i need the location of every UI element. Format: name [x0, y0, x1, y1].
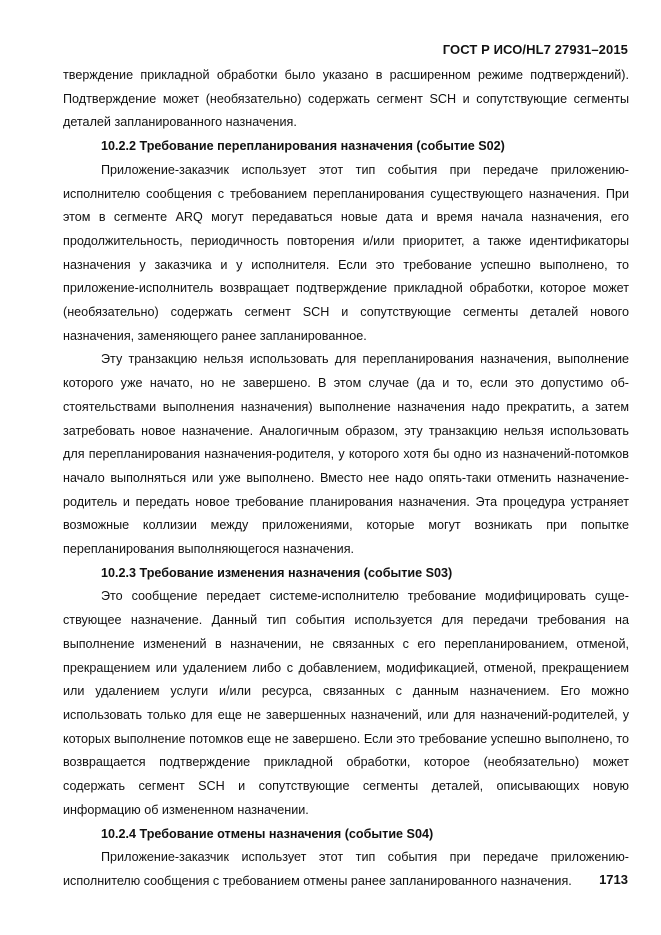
- paragraph-continuation: тверждение прикладной обработки было указано в расширенном режиме подтверждений). Подтверждение может (необязательно) содержать сегмент SCH и сопутствующие сегменты деталей запланированного назначения.: [63, 68, 629, 130]
- paragraph: Это сообщение передает системе-исполнителю требование модифицировать существующее назначение. Данный тип события используется для передачи требования на выполнение изменений в назначении, не связанных с его перепланированием, отменой, прекращением или удалением либо с добавлением, модификацией, отменой, прекращением или удалением услуги и/или ресурса, связанных с данным назначением. Его можно использовать только для еще не завершенных назначений, или для назначений-родителей, у которых выполнение потомков еще не завершено. Если это требование успешно выполнено, то возвращается подтверждение прикладной обработки, которое (необязательно) может содержать сегмент SCH и сопутствующие сегменты деталей, описывающих новую информацию об измененном назначении.: [63, 589, 629, 817]
- paragraph: Приложение-заказчик использует этот тип события при передаче приложению-исполнителю сообщения с требованием перепланирования существующего назначения. При этом в сегменте ARQ могут передаваться новые дата и время начала назначения, его продолжительность, периодичность повторения и/или приоритет, а также идентификаторы назначения у заказчика и у исполнителя. Если это требование успешно выполнено, то приложение-исполнитель возвращает подтверждение прикладной обработки, которое может (необязательно) содержать сегмент SCH и сопутствующие сегменты деталей нового назначения, заменяющего ранее запланированное.: [63, 162, 629, 343]
- paragraph: Эту транзакцию нельзя использовать для перепланирования назначения, выполнение которого уже начато, но не завершено. В этом случае (да и то, если это допустимо обстоятельствами выполнения назначения) выполнение назначения надо прекратить, а затем затребовать новое назначение. Аналогичным образом, эту транзакцию нельзя использовать для перепланирования назначения-родителя, у которого хотя бы одно из назначений-потомков начало выполняться или уже выполнено. Вместо нее надо опять-таки отменить назначение-родитель и передать новое требование планирования назначения. Эта процедура устраняет возможные коллизии между приложениями, которые могут возникать при попытке перепланирования выполняющегося назначения.: [63, 352, 629, 557]
- document-body: [63, 64, 629, 894]
- section-heading-10-2-2: 10.2.2 Требование перепланирования назначения (событие S02): [101, 139, 505, 154]
- section-heading-10-2-4: 10.2.4 Требование отмены назначения (событие S04): [101, 826, 434, 841]
- section-heading-10-2-3: 10.2.3 Требование изменения назначения (событие S03): [101, 565, 453, 580]
- page-number: 1713: [599, 872, 628, 887]
- document-header: ГОСТ Р ИСО/HL7 27931–2015: [442, 42, 628, 57]
- paragraph: Приложение-заказчик использует этот тип события при передаче приложению-исполнителю сообщения с требованием отмены ранее запланированного назначения.: [63, 850, 629, 888]
